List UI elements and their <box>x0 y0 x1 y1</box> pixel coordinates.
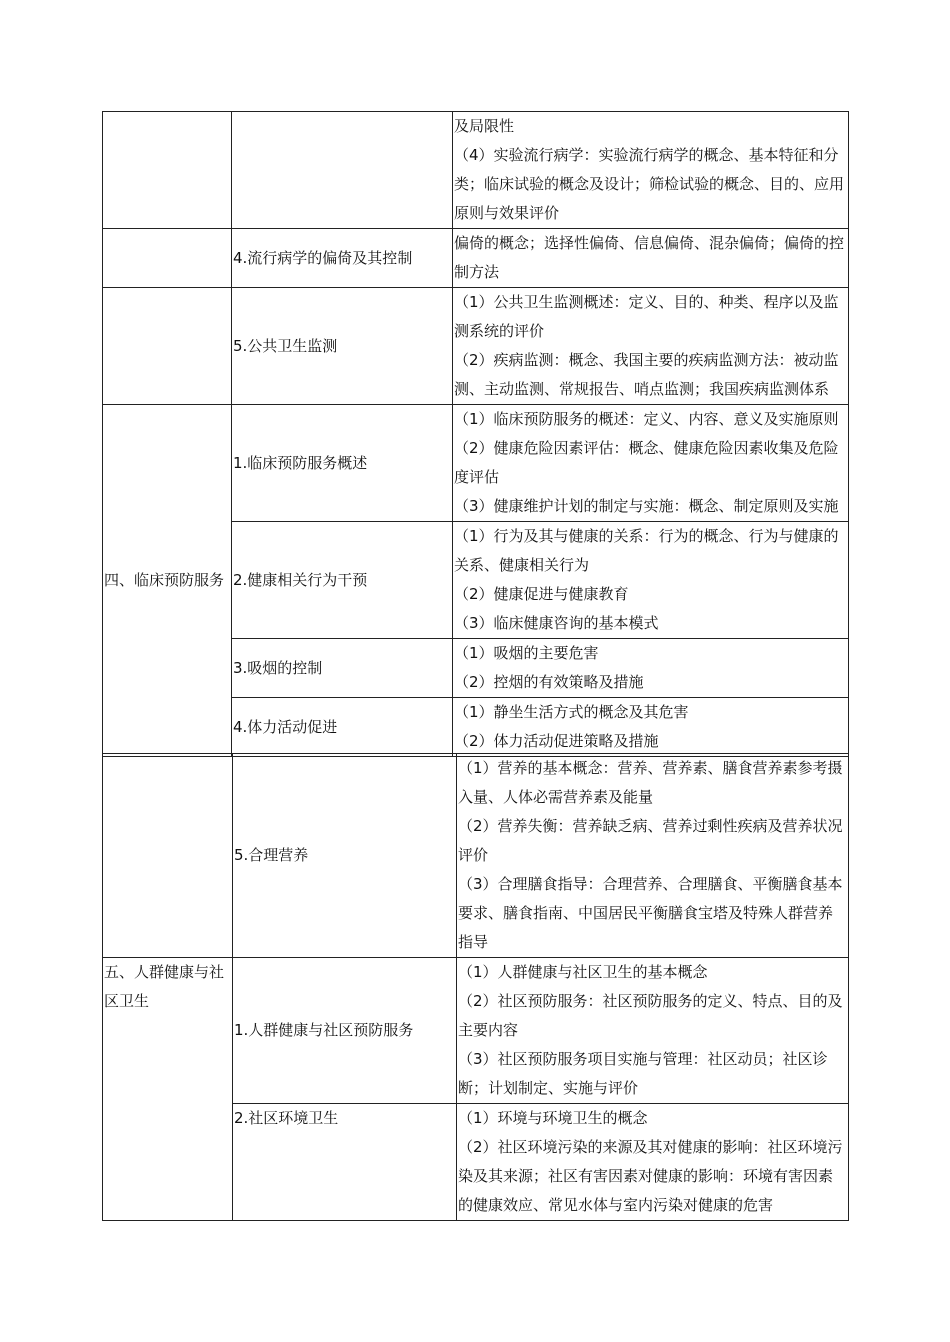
content-line: （1）人群健康与社区卫生的基本概念 <box>458 963 708 981</box>
syllabus-table-1 <box>102 111 849 757</box>
content-line: （1）静坐生活方式的概念及其危害 <box>454 703 689 721</box>
content-cell <box>453 288 849 405</box>
content-line: （2）营养失衡：营养缺乏病、营养过剩性疾病及营养状况评价 <box>458 817 843 864</box>
table-row <box>103 405 849 522</box>
topic-cell: 4.流行病学的偏倚及其控制 <box>232 229 453 288</box>
content-line: （1）临床预防服务的概述：定义、内容、意义及实施原则 <box>454 410 839 428</box>
content-line: （2）健康危险因素评估：概念、健康危险因素收集及危险度评估 <box>454 439 839 486</box>
table-row <box>103 288 849 405</box>
content-cell <box>457 754 849 958</box>
content-line: （1）行为及其与健康的关系：行为的概念、行为与健康的关系、健康相关行为 <box>454 527 839 574</box>
table-row <box>103 754 849 958</box>
content-cell <box>457 958 849 1104</box>
topic-cell: 5.公共卫生监测 <box>232 288 453 405</box>
content-line: （1）环境与环境卫生的概念 <box>458 1109 648 1127</box>
content-cell <box>453 229 849 288</box>
content-cell <box>453 698 849 757</box>
syllabus-table-2 <box>102 753 849 1221</box>
section-cell: 四、临床预防服务 <box>103 405 232 757</box>
content-cell <box>453 405 849 522</box>
content-cell <box>453 112 849 229</box>
content-line: 及局限性 <box>454 117 515 135</box>
table-row <box>103 229 849 288</box>
topic-cell: 1.人群健康与社区预防服务 <box>233 958 457 1104</box>
content-line: （2）疾病监测：概念、我国主要的疾病监测方法：被动监测、主动监测、常规报告、哨点监测；我国疾病监测体系 <box>454 351 839 398</box>
topic-cell: 5.合理营养 <box>233 754 457 958</box>
section-cell-empty <box>103 754 233 958</box>
section-cell-empty <box>103 112 232 229</box>
topic-cell: 1.临床预防服务概述 <box>232 405 453 522</box>
content-line: （1）吸烟的主要危害 <box>454 644 599 662</box>
content-line: （3）合理膳食指导：合理营养、合理膳食、平衡膳食基本要求、膳食指南、中国居民平衡膳食宝塔及特殊人群营养指导 <box>458 875 843 951</box>
content-line: （4）实验流行病学：实验流行病学的概念、基本特征和分类；临床试验的概念及设计；筛检试验的概念、目的、应用原则与效果评价 <box>454 146 845 222</box>
content-line: （3）社区预防服务项目实施与管理：社区动员；社区诊断；计划制定、实施与评价 <box>458 1050 828 1097</box>
content-cell <box>453 639 849 698</box>
topic-cell-empty <box>232 112 453 229</box>
content-line: （3）临床健康咨询的基本模式 <box>454 614 659 632</box>
topic-cell: 4.体力活动促进 <box>232 698 453 757</box>
content-cell <box>457 1104 849 1221</box>
section-cell: 五、人群健康与社区卫生 <box>103 958 233 1221</box>
topic-cell: 2.健康相关行为干预 <box>232 522 453 639</box>
content-line: 偏倚的概念；选择性偏倚、信息偏倚、混杂偏倚；偏倚的控制方法 <box>454 234 845 281</box>
content-line: （2）体力活动促进策略及措施 <box>454 732 659 750</box>
content-line: （1）营养的基本概念：营养、营养素、膳食营养素参考摄入量、人体必需营养素及能量 <box>458 759 843 806</box>
table-row <box>103 958 849 1104</box>
table-row <box>103 112 849 229</box>
content-line: （2）社区预防服务：社区预防服务的定义、特点、目的及主要内容 <box>458 992 843 1039</box>
content-line: （2）健康促进与健康教育 <box>454 585 629 603</box>
topic-cell: 2.社区环境卫生 <box>233 1104 457 1221</box>
content-cell <box>453 522 849 639</box>
content-line: （1）公共卫生监测概述：定义、目的、种类、程序以及监测系统的评价 <box>454 293 839 340</box>
topic-cell: 3.吸烟的控制 <box>232 639 453 698</box>
section-cell-empty <box>103 229 232 288</box>
content-line: （3）健康维护计划的制定与实施：概念、制定原则及实施 <box>454 497 839 515</box>
section-cell-empty <box>103 288 232 405</box>
content-line: （2）社区环境污染的来源及其对健康的影响：社区环境污染及其来源；社区有害因素对健康的影响：环境有害因素的健康效应、常见水体与室内污染对健康的危害 <box>458 1138 843 1214</box>
content-line: （2）控烟的有效策略及措施 <box>454 673 644 691</box>
